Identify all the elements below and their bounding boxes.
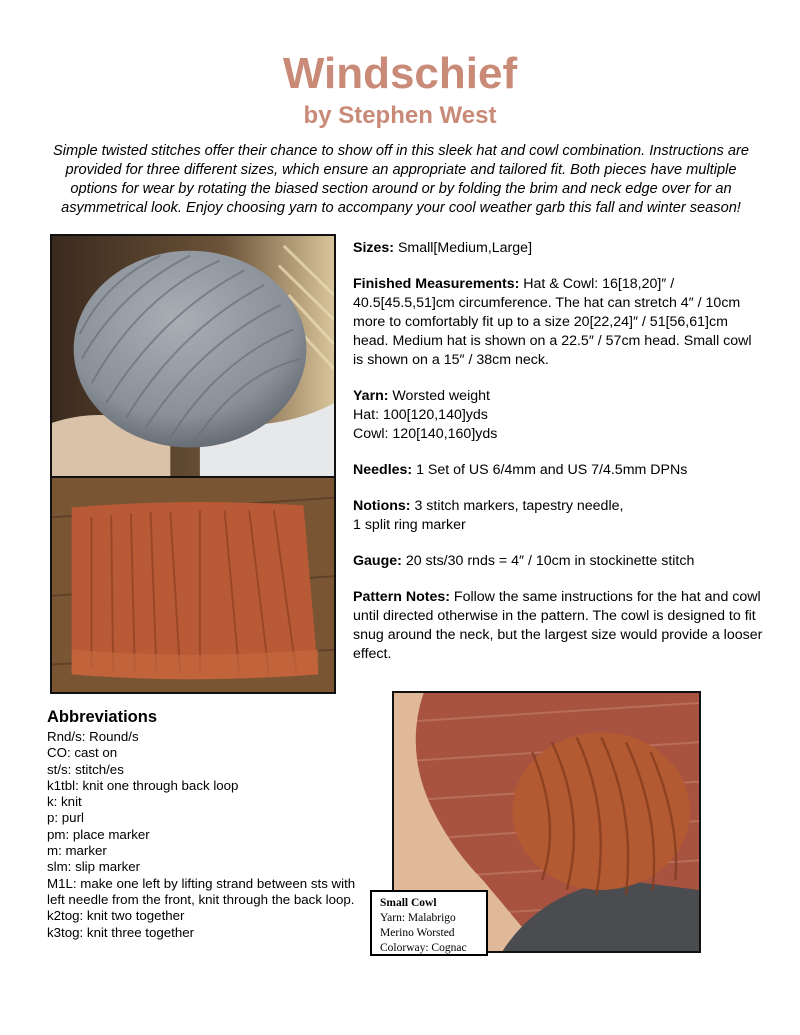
measurements-label: Finished Measurements: [353, 276, 520, 292]
notions-value-2: 1 split ring marker [353, 517, 466, 533]
abbreviation-item: k: knit [47, 794, 82, 810]
pattern-specs [353, 239, 763, 681]
notions-spec [353, 497, 763, 535]
yarn-cowl: Cowl: 120[140,160]yds [353, 426, 498, 442]
sizes-spec [353, 239, 763, 258]
hat-photo [50, 234, 336, 478]
yarn-hat: Hat: 100[120,140]yds [353, 407, 488, 423]
abbreviation-item: CO: cast on [47, 745, 118, 761]
needles-spec [353, 461, 763, 480]
sizes-value: Small[Medium,Large] [394, 240, 533, 256]
notions-value: 3 stitch markers, tapestry needle, [410, 498, 624, 514]
notes-value: Follow the same instructions for the hat and cowl until directed otherwise in the pattern. The cowl is designed to fit snug around the neck, but the largest size would provide a looser effect. [353, 589, 763, 662]
abbreviation-item: slm: slip marker [47, 859, 141, 875]
abbreviation-item: st/s: stitch/es [47, 761, 124, 777]
gauge-value: 20 sts/30 rnds = 4″ / 10cm in stockinette stitch [401, 553, 695, 569]
abbreviation-item: M1L: make one left by lifting strand between sts with left needle from the front, knit through the back loop. [47, 875, 356, 907]
caption-yarn-line2: Merino Worsted [380, 927, 455, 939]
abbreviation-item: k2tog: knit two together [47, 908, 185, 924]
notions-label: Notions: [353, 498, 411, 514]
notes-spec [353, 588, 763, 664]
yarn-spec [353, 387, 763, 444]
abbreviation-item: k1tbl: knit one through back loop [47, 777, 239, 793]
abbreviation-item: pm: place marker [47, 826, 150, 842]
abbreviation-item: k3tog: knit three together [47, 924, 195, 940]
caption-yarn: Yarn: Malabrigo [380, 912, 456, 924]
gauge-spec [353, 552, 763, 571]
notes-label: Pattern Notes: [353, 589, 450, 605]
yarn-label: Yarn: [353, 388, 389, 404]
abbreviation-item: m: marker [47, 843, 107, 859]
cowl-flat-photo [50, 476, 336, 694]
designer-byline: by Stephen West [303, 102, 497, 129]
abbreviation-item: p: purl [47, 810, 84, 826]
needles-value: 1 Set of US 6/4mm and US 7/4.5mm DPNs [412, 462, 688, 478]
intro-paragraph: Simple twisted stitches offer their chance to show off in this sleek hat and cowl combination. Instructions are provided for three different sizes, which ensure an appropriate and tailored fit. Both pieces have multiple options for wear by rotating the biased section around or by folding the brim and neck edge over for an asymmetrical look. Enjoy choosing yarn to accompany your cool weather garb this fall and winter season! [53, 143, 749, 216]
measurements-value: Hat & Cowl: 16[18,20]″ / 40.5[45.5,51]cm circumference. The hat can stretch 4″ / 10cm more to comfortably fit up to a size 20[22,24]″ / 51[56,61]cm head. Medium hat is shown on a 22.5″ / 57cm head. Small cowl is shown on a 15″ / 38cm neck. [353, 276, 752, 368]
abbreviations-section [47, 707, 367, 941]
sizes-label: Sizes: [353, 240, 395, 256]
caption-title: Small Cowl [380, 897, 437, 909]
caption-colorway: Colorway: Cognac [380, 942, 467, 954]
abbreviations-heading: Abbreviations [47, 708, 158, 726]
needles-label: Needles: [353, 462, 413, 478]
photo-caption [370, 890, 488, 956]
pattern-title: Windschief [282, 49, 518, 98]
yarn-value: Worsted weight [388, 388, 490, 404]
gauge-label: Gauge: [353, 553, 402, 569]
abbreviation-item: Rnd/s: Round/s [47, 729, 139, 744]
measurements-spec [353, 275, 763, 370]
